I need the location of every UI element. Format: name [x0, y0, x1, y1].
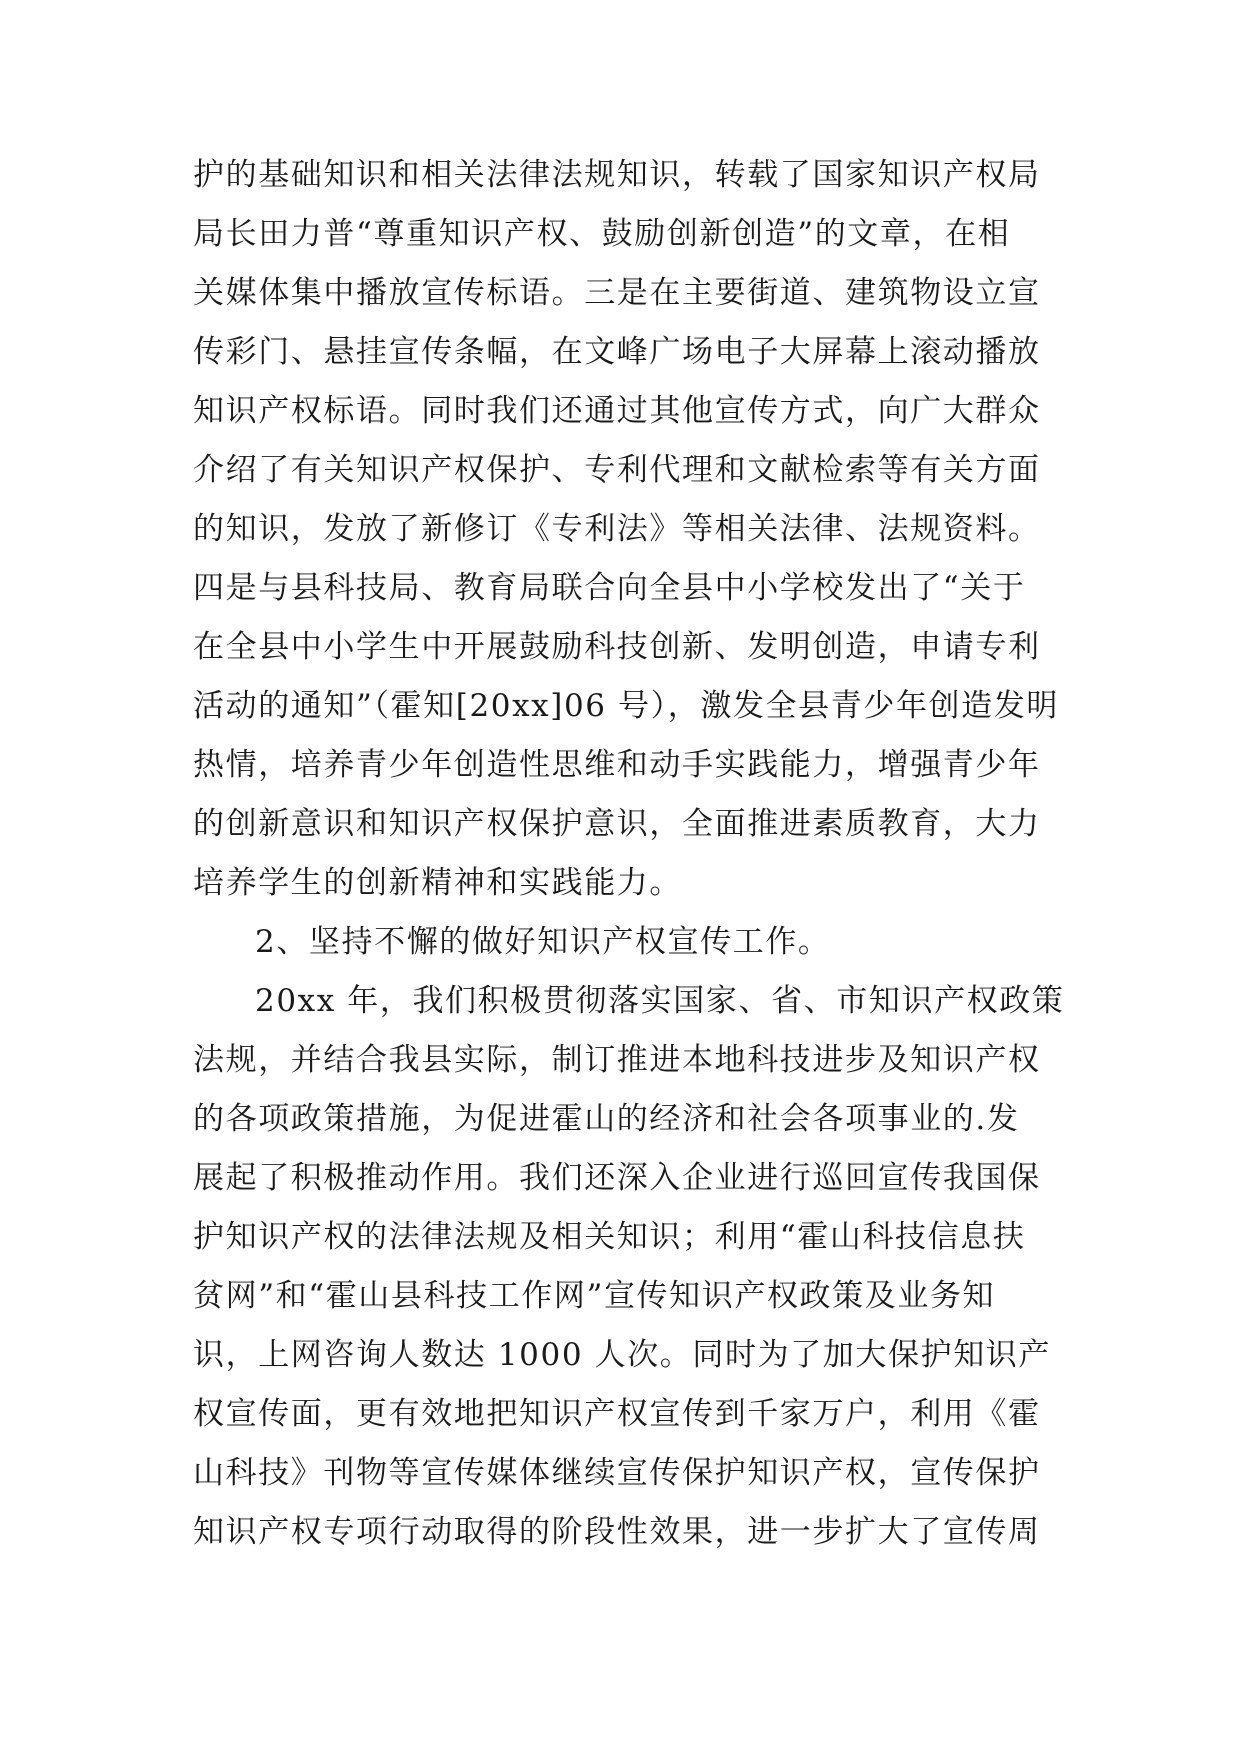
text-line: 山科技》刊物等宣传媒体继续宣传保护知识产权，宣传保护: [193, 1455, 1041, 1491]
text-line: 的知识，发放了新修订《专利法》等相关法律、法规资料。: [193, 511, 1041, 547]
text-line: 介绍了有关知识产权保护、专利代理和文献检索等有关方面: [193, 452, 1041, 488]
text-line: 的各项政策措施，为促进霍山的经济和社会各项事业的.发: [193, 1101, 1020, 1137]
text-line: 贫网”和“霍山县科技工作网”宣传知识产权政策及业务知: [193, 1278, 996, 1314]
text-line: 法规，并结合我县实际，制订推进本地科技进步及知识产权: [193, 1042, 1041, 1078]
text-line: 识，上网咨询人数达 1000 人次。同时为了加大保护知识产: [193, 1337, 1051, 1373]
text-line: 在全县中小学生中开展鼓励科技创新、发明创造，申请专利: [193, 629, 1041, 665]
text-line: 四是与县科技局、教育局联合向全县中小学校发出了“关于: [193, 570, 1026, 606]
text-line: 局长田力普“尊重知识产权、鼓励创新创造”的文章，在相: [193, 216, 1011, 252]
text-line: 培养学生的创新精神和实践能力。: [193, 865, 682, 901]
text-line: 关媒体集中播放宣传标语。三是在主要街道、建筑物设立宣: [193, 275, 1041, 311]
text-line: 热情，培养青少年创造性思维和动手实践能力，增强青少年: [193, 747, 1041, 783]
text-line: 权宣传面，更有效地把知识产权宣传到千家万户，利用《霍: [193, 1396, 1041, 1432]
document-body: [193, 146, 1073, 1562]
text-line: 护知识产权的法律法规及相关知识；利用“霍山科技信息扶: [193, 1219, 1026, 1255]
paragraph-first-line: 20xx 年，我们积极贯彻落实国家、省、市知识产权政策: [255, 983, 1065, 1019]
section-heading: 2、坚持不懈的做好知识产权宣传工作。: [255, 924, 831, 960]
text-line: 知识产权标语。同时我们还通过其他宣传方式，向广大群众: [193, 393, 1041, 429]
text-line: 的创新意识和知识产权保护意识，全面推进素质教育，大力: [193, 806, 1041, 842]
text-line: 护的基础知识和相关法律法规知识，转载了国家知识产权局: [193, 157, 1041, 193]
text-line: 活动的通知”（霍知[20xx]06 号），激发全县青少年创造发明: [193, 688, 1059, 724]
text-line: 展起了积极推动作用。我们还深入企业进行巡回宣传我国保: [193, 1160, 1041, 1196]
text-line: 传彩门、悬挂宣传条幅，在文峰广场电子大屏幕上滚动播放: [193, 334, 1041, 370]
text-line: 知识产权专项行动取得的阶段性效果，进一步扩大了宣传周: [193, 1514, 1041, 1550]
